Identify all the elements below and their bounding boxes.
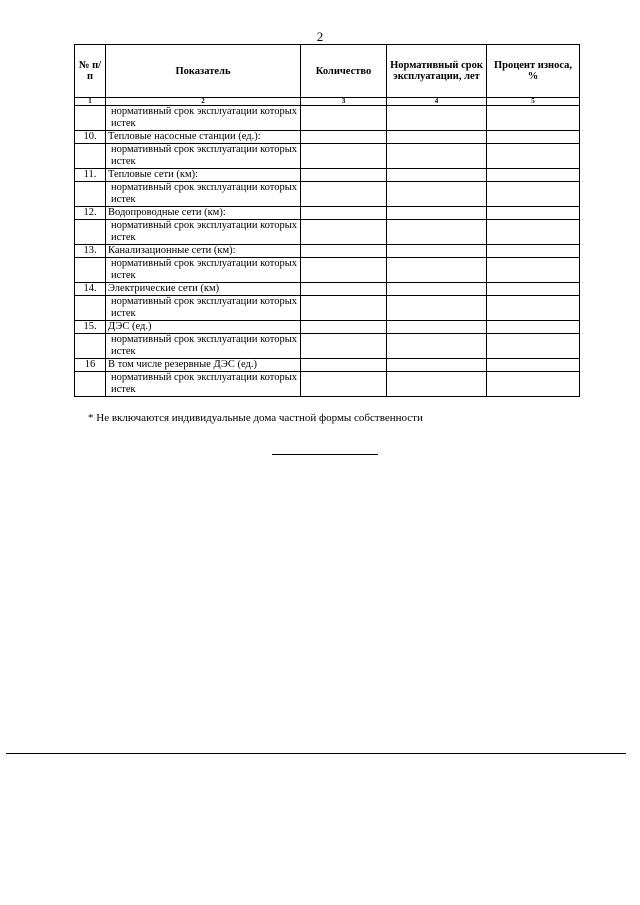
service-life-cell (387, 106, 487, 131)
quantity-cell (301, 220, 387, 245)
quantity-cell (301, 321, 387, 334)
header-number: № п/п (75, 45, 106, 98)
column-index-row (75, 98, 580, 106)
quantity-cell (301, 169, 387, 182)
wear-cell (487, 106, 580, 131)
row-number: 10. (75, 131, 106, 144)
table-row (75, 372, 580, 397)
row-label: нормативный срок эксплуатации которых истек (106, 144, 301, 169)
quantity-cell (301, 296, 387, 321)
quantity-cell (301, 334, 387, 359)
row-number: 14. (75, 283, 106, 296)
footnote: * Не включаются индивидуальные дома частной формы собственности (88, 412, 423, 424)
row-label: нормативный срок эксплуатации которых истек (106, 220, 301, 245)
service-life-cell (387, 359, 487, 372)
service-life-cell (387, 296, 487, 321)
table-row (75, 207, 580, 220)
header-wear-percent: Процент износа, % (487, 45, 580, 98)
row-label: Тепловые сети (км): (106, 169, 301, 182)
column-index: 3 (301, 98, 387, 106)
service-life-cell (387, 144, 487, 169)
table-row (75, 245, 580, 258)
wear-cell (487, 321, 580, 334)
row-label: ДЭС (ед.) (106, 321, 301, 334)
row-number (75, 182, 106, 207)
column-index: 1 (75, 98, 106, 106)
table-header-row (75, 45, 580, 98)
row-number: 15. (75, 321, 106, 334)
service-life-cell (387, 220, 487, 245)
quantity-cell (301, 283, 387, 296)
quantity-cell (301, 207, 387, 220)
service-life-cell (387, 334, 487, 359)
wear-cell (487, 359, 580, 372)
row-number: 11. (75, 169, 106, 182)
wear-cell (487, 283, 580, 296)
row-number: 13. (75, 245, 106, 258)
table-row (75, 220, 580, 245)
quantity-cell (301, 372, 387, 397)
row-number (75, 258, 106, 283)
row-number (75, 144, 106, 169)
table-row (75, 258, 580, 283)
end-separator-line (272, 454, 378, 455)
wear-cell (487, 372, 580, 397)
row-label: Тепловые насосные станции (ед.): (106, 131, 301, 144)
row-label: нормативный срок эксплуатации которых истек (106, 296, 301, 321)
wear-cell (487, 144, 580, 169)
wear-cell (487, 296, 580, 321)
service-life-cell (387, 321, 487, 334)
wear-cell (487, 245, 580, 258)
row-label: В том числе резервные ДЭС (ед.) (106, 359, 301, 372)
wear-cell (487, 131, 580, 144)
row-number: 12. (75, 207, 106, 220)
service-life-cell (387, 258, 487, 283)
table-row (75, 144, 580, 169)
row-number: 16 (75, 359, 106, 372)
row-label: Водопроводные сети (км): (106, 207, 301, 220)
service-life-cell (387, 245, 487, 258)
wear-cell (487, 207, 580, 220)
service-life-cell (387, 182, 487, 207)
page-number: 2 (316, 29, 324, 44)
table-row (75, 359, 580, 372)
table-row (75, 283, 580, 296)
table-row (75, 106, 580, 131)
row-number (75, 220, 106, 245)
service-life-cell (387, 283, 487, 296)
service-life-cell (387, 372, 487, 397)
table-row (75, 182, 580, 207)
column-index: 2 (106, 98, 301, 106)
service-life-cell (387, 169, 487, 182)
header-quantity: Количество (301, 45, 387, 98)
quantity-cell (301, 131, 387, 144)
row-label: нормативный срок эксплуатации которых истек (106, 258, 301, 283)
table-row (75, 131, 580, 144)
quantity-cell (301, 258, 387, 283)
quantity-cell (301, 106, 387, 131)
table-row (75, 321, 580, 334)
wear-cell (487, 334, 580, 359)
header-service-life: Нормативный срок эксплуатации, лет (387, 45, 487, 98)
row-label: нормативный срок эксплуатации которых истек (106, 334, 301, 359)
wear-cell (487, 182, 580, 207)
table-row (75, 334, 580, 359)
row-label: нормативный срок эксплуатации которых истек (106, 372, 301, 397)
table-row (75, 296, 580, 321)
row-label: Электрические сети (км) (106, 283, 301, 296)
row-label: нормативный срок эксплуатации которых истек (106, 106, 301, 131)
page-bottom-rule (6, 753, 626, 754)
table-row (75, 169, 580, 182)
row-label: Канализационные сети (км): (106, 245, 301, 258)
row-label: нормативный срок эксплуатации которых истек (106, 182, 301, 207)
service-life-cell (387, 131, 487, 144)
wear-cell (487, 220, 580, 245)
quantity-cell (301, 144, 387, 169)
column-index: 4 (387, 98, 487, 106)
wear-cell (487, 258, 580, 283)
row-number (75, 106, 106, 131)
row-number (75, 334, 106, 359)
quantity-cell (301, 245, 387, 258)
header-indicator: Показатель (106, 45, 301, 98)
row-number (75, 372, 106, 397)
quantity-cell (301, 359, 387, 372)
column-index: 5 (487, 98, 580, 106)
indicators-table (74, 44, 580, 397)
quantity-cell (301, 182, 387, 207)
wear-cell (487, 169, 580, 182)
row-number (75, 296, 106, 321)
service-life-cell (387, 207, 487, 220)
